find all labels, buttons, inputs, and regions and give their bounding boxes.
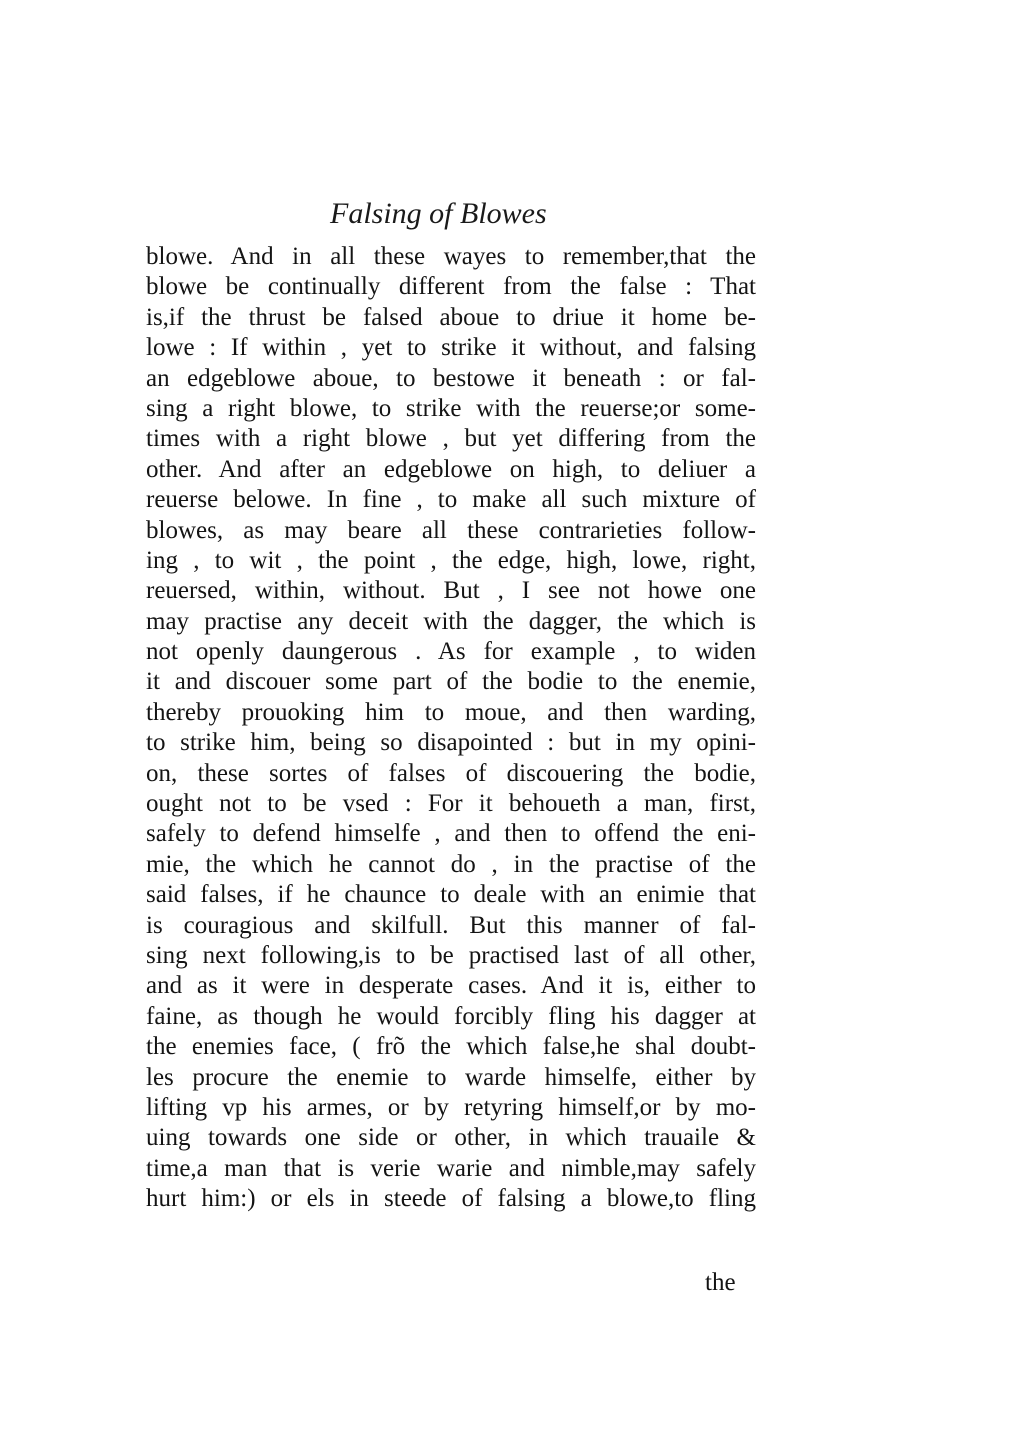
- text-line: lowe : If within , yet to strike it without, and falsing: [146, 334, 756, 362]
- text-line: blowe. And in all these wayes to remember,that the: [146, 243, 756, 270]
- text-line: not openly daungerous . As for example , to widen: [146, 638, 756, 666]
- text-line: other. And after an edgeblowe on high, to deliuer a: [146, 455, 756, 483]
- text-line: ing , to wit , the point , the edge, high, lowe, right,: [146, 546, 756, 574]
- text-line: the enemies face, ( frõ the which false,he shal doubt-: [146, 1033, 756, 1061]
- text-line: may practise any deceit with the dagger, the which is: [146, 607, 756, 635]
- text-line: lifting vp his armes, or by retyring himself,or by mo-: [146, 1093, 756, 1121]
- text-line: is,if the thrust be falsed aboue to driue it home be-: [146, 303, 756, 331]
- running-head: Falsing of Blowes: [330, 197, 547, 230]
- text-line: time,a man that is verie warie and nimble,may safely: [146, 1154, 756, 1182]
- text-line: sing next following,is to be practised last of all other,: [146, 941, 756, 969]
- text-line: sing a right blowe, to strike with the reuerse;or some-: [146, 394, 756, 422]
- text-line: reuersed, within, without. But , I see not howe one: [146, 577, 756, 605]
- text-line: uing towards one side or other, in which trauaile &: [146, 1124, 756, 1152]
- text-line: to strike him, being so disapointed : but in my opini-: [146, 729, 756, 757]
- text-line: faine, as though he would forcibly fling his dagger at: [146, 1002, 756, 1030]
- text-line: said falses, if he chaunce to deale with an enimie that: [146, 881, 756, 909]
- text-line: it and discouer some part of the bodie to the enemie,: [146, 668, 756, 696]
- text-line: times with a right blowe , but yet differing from the: [146, 425, 756, 453]
- text-line: ought not to be vsed : For it behoueth a man, first,: [146, 790, 756, 818]
- text-line: is couragious and skilfull. But this manner of fal-: [146, 911, 756, 939]
- text-line: thereby prouoking him to moue, and then warding,: [146, 698, 756, 726]
- catchword: the: [705, 1269, 736, 1296]
- text-line: les procure the enemie to warde himselfe, either by: [146, 1063, 756, 1091]
- text-line: reuerse belowe. In fine , to make all such mixture of: [146, 486, 756, 514]
- text-line: and as it were in desperate cases. And it is, either to: [146, 972, 756, 1000]
- text-line: an edgeblowe aboue, to bestowe it beneath : or fal-: [146, 364, 756, 392]
- text-line: on, these sortes of falses of discouering the bodie,: [146, 759, 756, 787]
- text-line: blowes, as may beare all these contrarieties follow-: [146, 516, 756, 544]
- text-line: safely to defend himselfe , and then to offend the eni-: [146, 820, 756, 848]
- body-text: [146, 242, 756, 1215]
- text-line: mie, the which he cannot do , in the practise of the: [146, 850, 756, 878]
- text-line: hurt him:) or els in steede of falsing a blowe,to fling: [146, 1185, 756, 1213]
- text-line: blowe be continually different from the false : That: [146, 273, 756, 301]
